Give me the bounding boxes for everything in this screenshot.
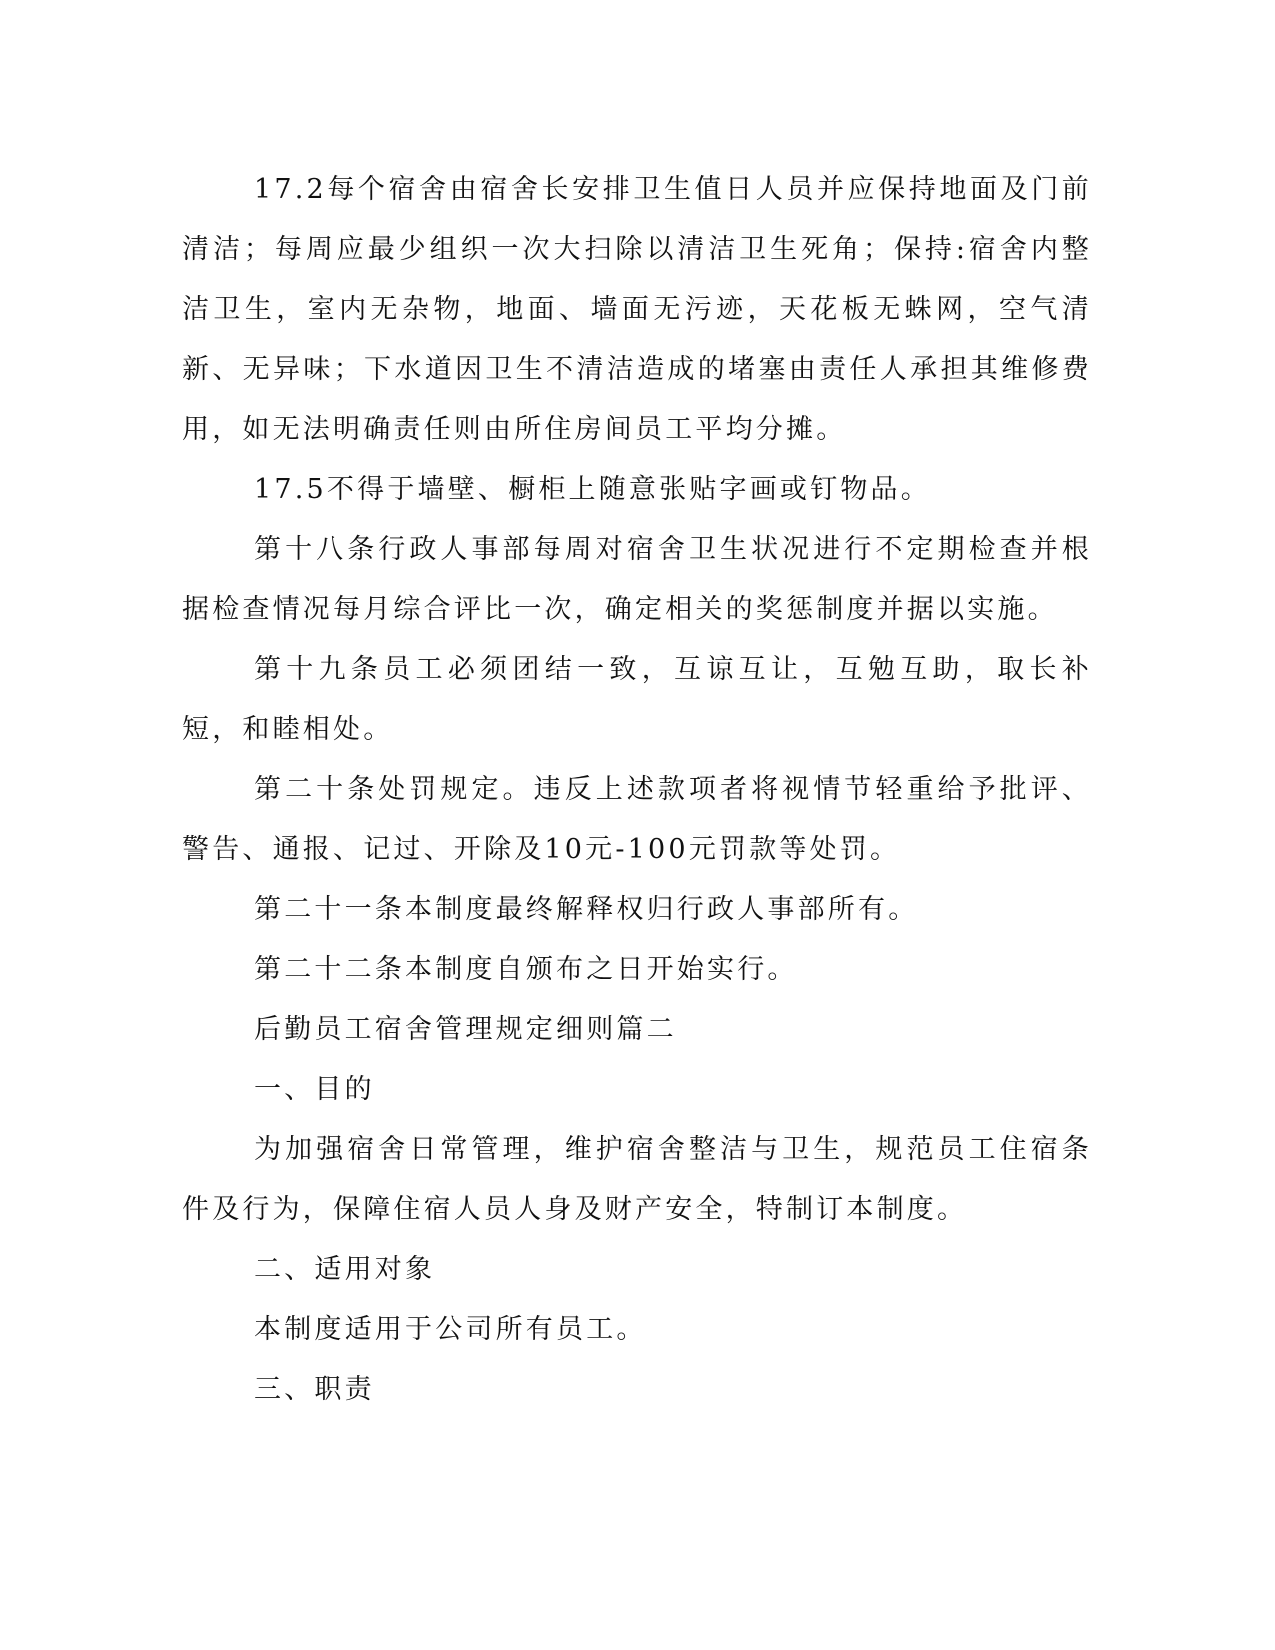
heading-purpose: 一、目的 — [254, 1074, 375, 1105]
paragraph-17-5: 17.5不得于墙壁、橱柜上随意张贴字画或钉物品。 — [254, 474, 931, 505]
paragraph-article-18: 第十八条行政人事部每周对宿舍卫生状况进行不定期检查并根据检查情况每月综合评比一次，确定相关的奖惩制度并据以实施。 — [182, 534, 1092, 625]
paragraph-purpose: 为加强宿舍日常管理，维护宿舍整洁与卫生，规范员工住宿条件及行为，保障住宿人员人身及财产安全，特制订本制度。 — [182, 1134, 1092, 1225]
document-page — [182, 160, 1092, 1420]
paragraph-article-21: 第二十一条本制度最终解释权归行政人事部所有。 — [254, 894, 919, 925]
section-title: 后勤员工宿舍管理规定细则篇二 — [254, 1014, 677, 1045]
paragraph-article-22: 第二十二条本制度自颁布之日开始实行。 — [254, 954, 798, 985]
paragraph-article-19: 第十九条员工必须团结一致，互谅互让，互勉互助，取长补短，和睦相处。 — [182, 654, 1092, 745]
paragraph-scope: 本制度适用于公司所有员工。 — [254, 1314, 647, 1345]
heading-responsibilities: 三、职责 — [254, 1374, 375, 1405]
heading-scope: 二、适用对象 — [254, 1254, 436, 1285]
paragraph-17-2: 17.2每个宿舍由宿舍长安排卫生值日人员并应保持地面及门前清洁；每周应最少组织一次大扫除以清洁卫生死角；保持:宿舍内整洁卫生，室内无杂物，地面、墙面无污迹，天花板无蛛网，空气清新、无异味；下水道因卫生不清洁造成的堵塞由责任人承担其维修费用，如无法明确责任则由所住房间员工平均分摊。 — [182, 174, 1092, 445]
paragraph-article-20: 第二十条处罚规定。违反上述款项者将视情节轻重给予批评、警告、通报、记过、开除及10元-100元罚款等处罚。 — [182, 774, 1092, 865]
